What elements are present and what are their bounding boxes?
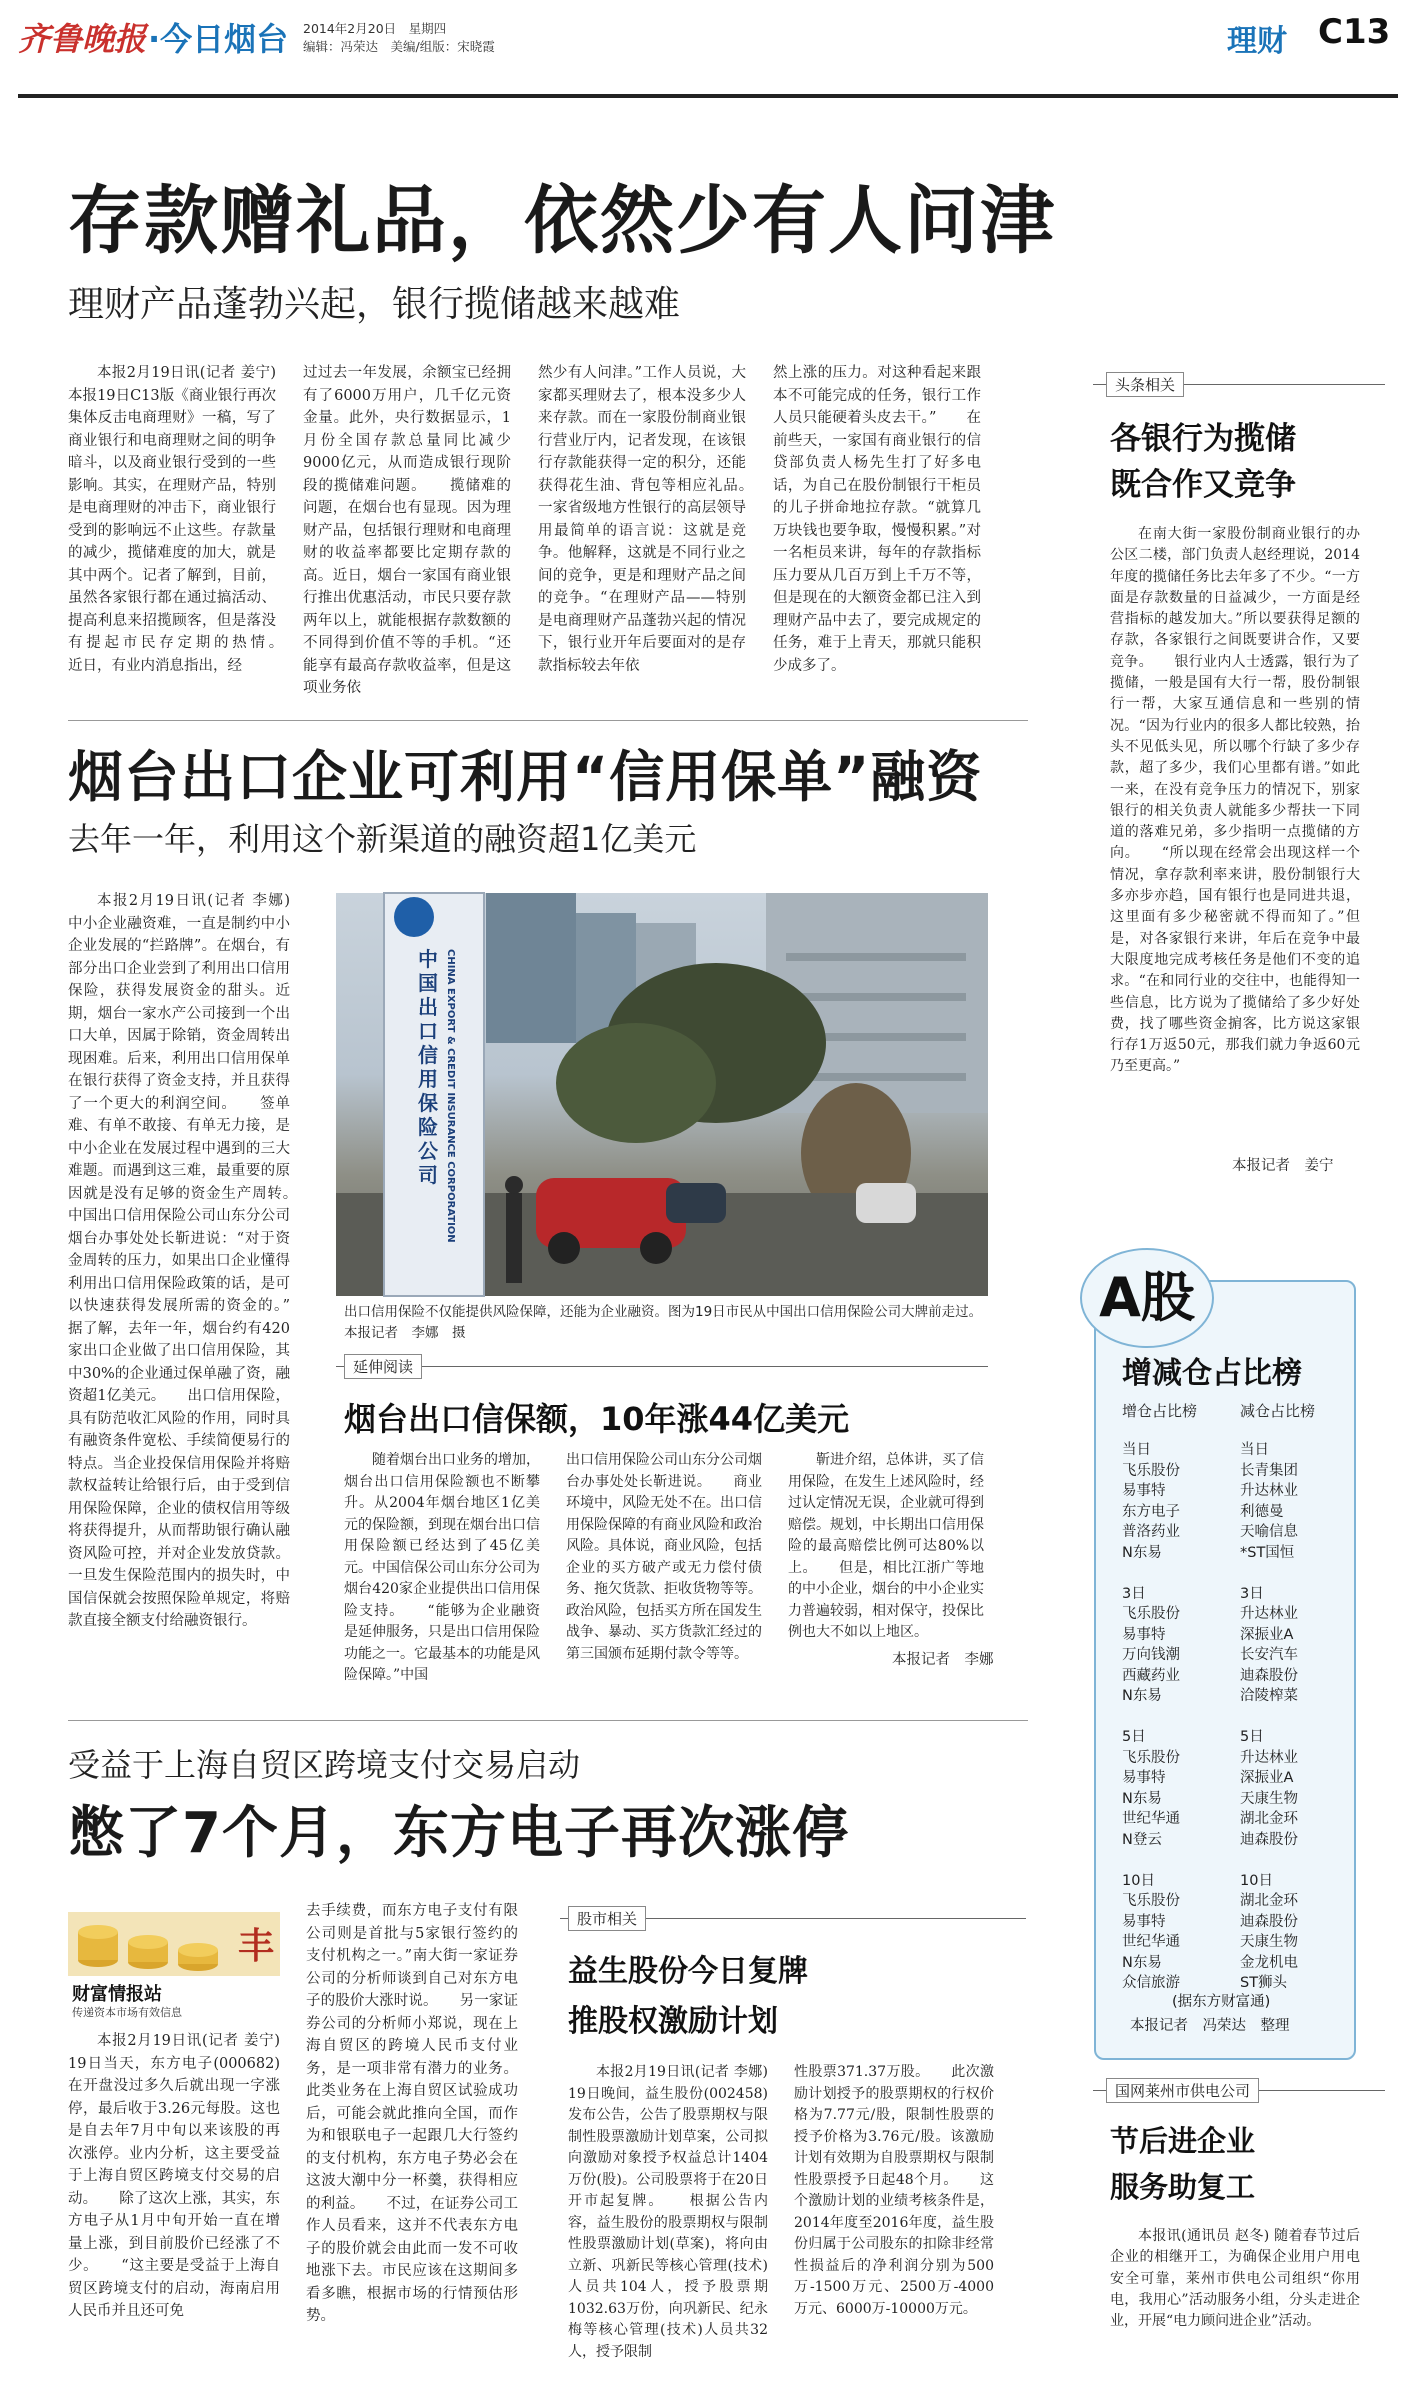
story3-kicker: 受益于上海自贸区跨境支付交易启动 — [68, 1746, 581, 1784]
sidebar3-title-line2: 服务助复工 — [1110, 2170, 1256, 2204]
sidebar1-byline: 本报记者 姜宁 — [1232, 1158, 1334, 1174]
story1-title: 存款赠礼品，依然少有人问津 — [68, 178, 1056, 264]
astock-dec-list: 当日 长青集团 升达林业 利德曼 天喻信息 *ST国恒 3日 升达林业 深振业A 长安汽车 迪森股份 洽陵榨菜 5日 升达林业 深振业A 天康生物 湖北金环 迪森股份 10日 湖北金环 迪森股份 天康生物 金龙机电 ST狮头 — [1240, 1442, 1298, 1991]
story2-top-rule — [68, 720, 1028, 721]
page-category: 理财 — [1227, 24, 1287, 59]
astock-source: (据东方财富通) — [1172, 1994, 1271, 2010]
astock-badge: A股 — [1080, 1248, 1214, 1348]
astock-byline: 本报记者 冯荣达 整理 — [1130, 2018, 1290, 2034]
sub2-col3: 靳进介绍，总体讲，买了信用保险，在发生上述风险时，经过认定情况无误，企业就可得到赔偿。规划，中长期出口信用保险的最高赔偿比例可达80%以上。 但是，相比江浙广等地的中小企业，烟台的中小企业实力普遍较弱，相对保守，投保比例也大不如以上地区。 — [788, 1452, 984, 1640]
page-number: C13 — [1318, 12, 1391, 52]
sub2-title: 烟台出口信保额，10年涨44亿美元 — [344, 1400, 850, 1438]
sub2-byline: 本报记者 李娜 — [892, 1652, 994, 1668]
story3-title: 憋了7个月，东方电子再次涨停 — [68, 1801, 849, 1866]
svg-text:丰: 丰 — [238, 1925, 275, 1967]
date-line: 2014年2月20日 星期四 — [303, 21, 447, 36]
section-name: ·今日烟台 — [148, 20, 289, 58]
story1-subtitle: 理财产品蓬勃兴起，银行揽储越来越难 — [68, 284, 681, 325]
story2-col1: 本报2月19日讯(记者 李娜) 中小企业融资难，一直是制约中小企业发展的“拦路牌”。在烟台，有部分出口企业尝到了利用出口信用保险，获得发展资金的甜头。近期，烟台一家水产公司接到一个出口大单，因属于除销，资金周转出现困难。后来，利用出口信用保单在银行获得了资金支持，并且获得了一个更大的利润空间。 签单难、有单不敢接、有单无力接，是中小企业在发展过程中遇到的三大难题。而遇到这三难，最重要的原因就是没有足够的资金生产周转。 中国出口信用保险公司山东分公司烟台办事处处长靳进说：“对于资金周转的压力，如果出口企业懂得利用出口信用保险政策的话，是可以快速获得发展所需的资金的。” 据了解，去年一年，烟台约有420家出口企业做了出口信用保险，其中30%的企业通过保单融了资，融资超1亿美元。 出口信用保险，具有防范收汇风险的作用，同时具有融资条件宽松、手续简便易行的特点。当企业投保信用保险并将赔款权益转让给银行后，由于受到信用保险保障，企业的债权信用等级将获得提升，从而帮助银行确认融资风险可控，并对企业发放贷款。一旦发生保险范围内的损失时，中国信保就会按照保险单规定，将赔款直接全额支付给融资银行。 — [68, 893, 319, 1629]
sub3-title-line1: 益生股份今日复牌 — [568, 1954, 808, 1989]
coins-icon — [68, 1912, 280, 1976]
sub3-title-line2: 推股权激励计划 — [568, 2004, 778, 2039]
sub2-col1: 随着烟台出口业务的增加，烟台出口信用保险额也不断攀升。从2004年烟台地区1亿美元的保险额，到现在烟台出口信用保险额已经达到了45亿美元。中国信保公司山东分公司为烟台420家企业提供出口信用保险支持。 “能够为企业融资是延伸服务，只是出口信用保险功能之一。它最基本的功能是风险保障。”中国 — [344, 1452, 540, 1683]
sidebar3-title-line1: 节后进企业 — [1110, 2124, 1256, 2158]
photo-sign-text: 中国出口信用保险公司 — [418, 947, 438, 1187]
story2-subtitle: 去年一年，利用这个新渠道的融资超1亿美元 — [68, 820, 697, 858]
sidebar1-title-line2: 既合作又竞争 — [1110, 467, 1296, 503]
story2-title: 烟台出口企业可利用“信用保单”融资 — [68, 745, 983, 809]
sidebar1-body: 在南大街一家股份制商业银行的办公区二楼，部门负责人赵经理说，2014年度的揽储任务比去年多了不少。“一方面是存款数量的日益减少，一方面是经营指标的越发加大。”所以要获得足额的存款，各家银行之间既要讲合作，又要竞争。 银行业内人士透露，银行为了揽储，一般是国有大行一帮，股份制银行一帮，大家互通信息和一些别的情况。“因为行业内的很多人都比较熟，抬头不见低头见，所以哪个行缺了多少存款，超了多少，我们心里都有谱。”如此一来，在没有竞争压力的情况下，别家银行的相关负责人就能多少帮扶一下同道的落难兄弟，多少指明一点揽储的方向。 “所以现在经常会出现这样一个情况，拿存款利率来讲，股份制银行大多亦步亦趋，国有银行也是同进共退，这里面有多少秘密就不得而知了。”但是，对各家银行来讲，年后在竞争中最大限度地完成考核任务是他们不变的追求。“在和同行业的交往中，也能得知一些信息，比方说为了揽储给了多少好处费，找了哪些资金掮客，比方说这家银行存1万返50元，那我们就力争返60元乃至更高。” — [1110, 526, 1360, 1075]
logo-subtitle: 传递资本市场有效信息 — [72, 2006, 182, 2019]
sidebar3-body: 本报讯(通讯员 赵冬) 随着春节过后企业的相继开工，为确保企业用户用电安全可靠，莱州市供电公司组织“你用电，我用心”活动服务小组，分头走进企业，开展“电力顾问进企业”活动。 — [1110, 2228, 1360, 2330]
story3-top-rule — [68, 1720, 1028, 1721]
astock-title: 增减仓占比榜 — [1122, 1356, 1302, 1391]
photo-sign-english: CHINA EXPORT & CREDIT INSURANCE CORPORATION — [445, 949, 456, 1243]
astock-inc-list: 当日 飞乐股份 易事特 东方电子 普洛药业 N东易 3日 飞乐股份 易事特 万向钱潮 西藏药业 N东易 5日 飞乐股份 易事特 N东易 世纪华通 N登云 10日 飞乐股份 易事特 世纪华通 N东易 众信旅游 — [1122, 1442, 1180, 1991]
sub3-col2: 性股票371.37万股。 此次激励计划授予的股票期权的行权价格为7.77元/股，限制性股票的授予价格为3.76元/股。该激励计划有效期为自股票期权与限制性股票授予日起48个月。 这个激励计划的业绩考核条件是，2014年度至2016年度，益生股份归属于公司股东的扣除非经常性损益后的净利润分别为500万-1500万元、2500万-4000万元、6000万-10000万元。 — [794, 2064, 994, 2317]
sub2-rule — [336, 1366, 988, 1367]
story1-col4: 然上涨的压力。对这种看起来跟本不可能完成的任务，银行工作人员只能硬着头皮去干。” 在前些天，一家国有商业银行的信贷部负责人杨先生打了好多电话，为自己在股份制银行干柜员的儿子拼命地拉存款。“就算几万块钱也要争取，慢慢积累。”对一名柜员来讲，每年的存款指标压力要从几百万到上千万不等，但是现在的大额资金都已注入到理财产品中去了，要完成规定的任务，难于上青天，那就只能积少成多了。 — [773, 365, 981, 674]
astock-inc-header: 增仓占比榜 — [1122, 1402, 1198, 1420]
story2-photo — [336, 893, 988, 1296]
sidebar3-label: 国网莱州市供电公司 — [1106, 2078, 1259, 2103]
sub3-label: 股市相关 — [568, 1906, 646, 1931]
editor-line: 编辑：冯荣达 美编/组版：宋晓霞 — [303, 39, 495, 54]
newspaper-brand: 齐鲁晚报 — [18, 20, 147, 58]
logo-title: 财富情报站 — [72, 1984, 162, 2005]
astock-dec-header: 减仓占比榜 — [1240, 1402, 1316, 1420]
sub2-col2: 出口信用保险公司山东分公司烟台办事处处长靳进说。 商业环境中，风险无处不在。出口信用保险保障的有商业风险和政治风险。具体说，商业风险，包括企业的买方破产或无力偿付债务、拖欠货款、拒收货物等等。政治风险，包括买方所在国发生战争、暴动、买方货款汇经过的第三国颁布延期付款令等等。 — [566, 1452, 762, 1662]
story1-col2: 过过去一年发展，余额宝已经拥有了6000万用户，几千亿元资金量。此外，央行数据显示，1月份全国存款总量同比减少9000亿元，从而造成银行现阶段的揽储难问题。 揽储难的问题，在烟台也有显现。因为理财产品，包括银行理财和电商理财的收益率都要比定期存款的高。近日，烟台一家国有商业银行推出优惠活动，市民只要存款两年以上，就能根据存款数额的不同得到价值不等的手机。“还能享有最高存款收益率，但是这项业务依 — [303, 365, 511, 696]
header-rule — [18, 94, 1398, 98]
sidebar1-title-line1: 各银行为揽储 — [1110, 421, 1296, 457]
sub2-label: 延伸阅读 — [344, 1354, 422, 1379]
sub3-col1: 本报2月19日讯(记者 李娜) 19日晚间，益生股份(002458)发布公告，公告了股票期权与限制性股票激励计划草案，公司拟向激励对象授予权益总计1404万份(股)。公司股票将于在20日开市起复牌。 根据公告内容，益生股份的股票期权与限制性股票激励计划(草案)，将向由立新、巩新民等核心管理(技术)人员共104人，授予股票期1032.63万份，向巩新民、纪永梅等核心管理(技术)人员共32人，授予限制 — [568, 2064, 768, 2360]
sidebar1-label: 头条相关 — [1106, 372, 1184, 397]
story3-col1: 本报2月19日讯(记者 姜宁) 19日当天，东方电子(000682)在开盘没过多久后就出现一字涨停，最后收于3.26元每股。这也是自去年7月中旬以来该股的再次涨停。业内分析，这主要受益于上海自贸区跨境支付交易的启动。 除了这次上涨，其实，东方电子从1月中旬开始一直在增量上涨，到目前股价已经涨了不少。 “这主要是受益于上海自贸区跨境支付的启动，海南启用人民币并且还可免 — [68, 2033, 280, 2319]
story2-photo-caption: 出口信用保险不仅能提供风险保障，还能为企业融资。图为19日市民从中国出口信用保险公司大牌前走过。 本报记者 李娜 摄 — [344, 1304, 989, 1341]
story1-col1: 本报2月19日讯(记者 姜宁) 本报19日C13版《商业银行再次集体反击电商理财》一稿，写了商业银行和电商理财之间的明争暗斗，以及商业银行受到的一些影响。其实，在理财产品，特别是电商理财的冲击下，商业银行受到的影响远不止这些。存款量的减少，揽储难度的加大，就是其中两个。记者了解到，目前，虽然各家银行都在通过搞活动、提高利息来招揽顾客，但是落没有提起市民存定期的热情。 近日，有业内消息指出，经 — [68, 365, 305, 674]
story3-col2: 去手续费，而东方电子支付有限公司则是首批与5家银行签约的支付机构之一。”南大街一家证券公司的分析师谈到自己对东方电子的股价大涨时说。 另一家证券公司的分析师小郑说，现在上海自贸区的跨境人民币支付业务，是一项非常有潜力的业务。此类业务在上海自贸区试验成功后，可能会就此推向全国，而作为和银联电子一起跟几大行签约的支付机构，东方电子势必会在这波大潮中分一杯羹，获得相应的利益。 不过，在证券公司工作人员看来，这并不代表东方电子的股价就会由此而一发不可收地涨下去。市民应该在这期间多看多瞧，根据市场的行情预估形势。 — [306, 1903, 518, 2324]
story1-col3: 然少有人问津。”工作人员说，大家都买理财去了，根本没多少人来存款。而在一家股份制商业银行营业厅内，记者发现，在该银行存款能获得一定的积分，还能获得花生油、背包等相应礼品。 一家省级地方性银行的高层领导用最简单的语言说：这就是竞争。他解释，这就是不同行业之间的竞争，更是和理财产品之间的竞争。“在理财产品——特别是电商理财产品蓬勃兴起的情况下，银行业开年后要面对的是存款指标较去年依 — [538, 365, 775, 674]
wealth-station-logo — [68, 1912, 280, 2020]
